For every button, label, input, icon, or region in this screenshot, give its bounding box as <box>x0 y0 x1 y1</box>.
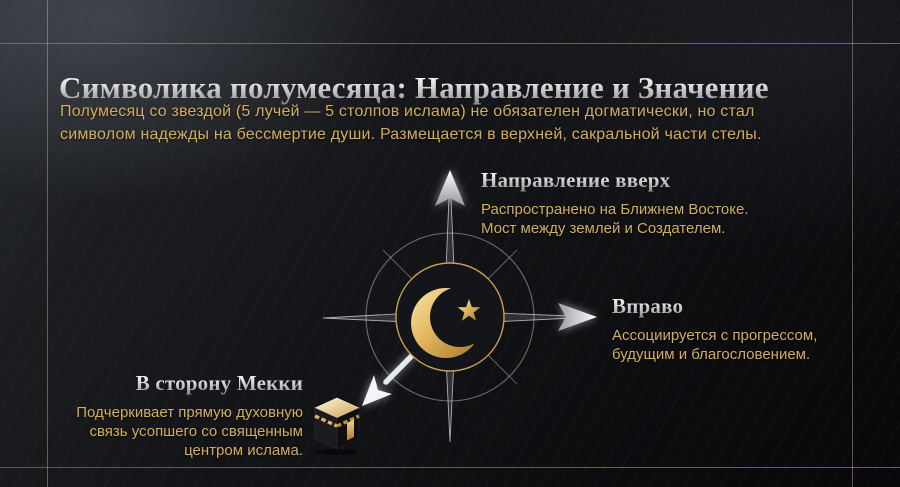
arrow-down-left-icon <box>362 322 445 406</box>
page-subtitle <box>60 100 762 146</box>
direction-mecca-line-3: центром ислама. <box>184 442 303 459</box>
subtitle-line-2: символом надежды на бессмертие души. Размещается в верхней, сакральной части стелы. <box>60 126 762 143</box>
direction-mecca-title: В сторону Мекки <box>76 371 303 396</box>
compass-diagonal-lines <box>383 250 517 384</box>
direction-up-block <box>481 168 749 238</box>
direction-up-title: Направление вверх <box>481 168 749 193</box>
frame-line-right <box>852 0 853 487</box>
direction-mecca-block <box>76 371 303 460</box>
star-icon <box>458 299 481 321</box>
direction-right-line-2: будущим и благословением. <box>612 346 811 363</box>
subtitle-line-1: Полумесяц со звездой (5 лучей — 5 столпов ислама) не обязателен догматически, но стал <box>60 103 755 120</box>
direction-up-description <box>481 200 749 238</box>
direction-mecca-description <box>76 403 303 460</box>
arrow-up-icon <box>435 170 465 320</box>
direction-up-line-1: Распространено на Ближнем Востоке. <box>481 201 749 218</box>
frame-line-top <box>0 43 900 44</box>
frame-line-left <box>47 0 48 487</box>
direction-right-line-1: Ассоциируется с прогрессом, <box>612 327 818 344</box>
direction-right-block <box>612 294 817 364</box>
compass-outer-circle <box>366 233 534 401</box>
crescent-and-star-emblem <box>396 263 504 371</box>
arrow-right-icon <box>447 303 597 331</box>
direction-mecca-line-2: связь усопшего со священным <box>89 423 303 440</box>
page-title: Символика полумесяца: Направление и Значение <box>59 69 769 105</box>
frame-line-bottom <box>0 467 900 468</box>
direction-right-title: Вправо <box>612 294 817 319</box>
kaaba-icon <box>310 394 364 456</box>
direction-up-line-2: Мост между землей и Создателем. <box>481 220 726 237</box>
direction-mecca-line-1: Подчеркивает прямую духовную <box>76 404 303 421</box>
direction-right-description <box>612 326 817 364</box>
